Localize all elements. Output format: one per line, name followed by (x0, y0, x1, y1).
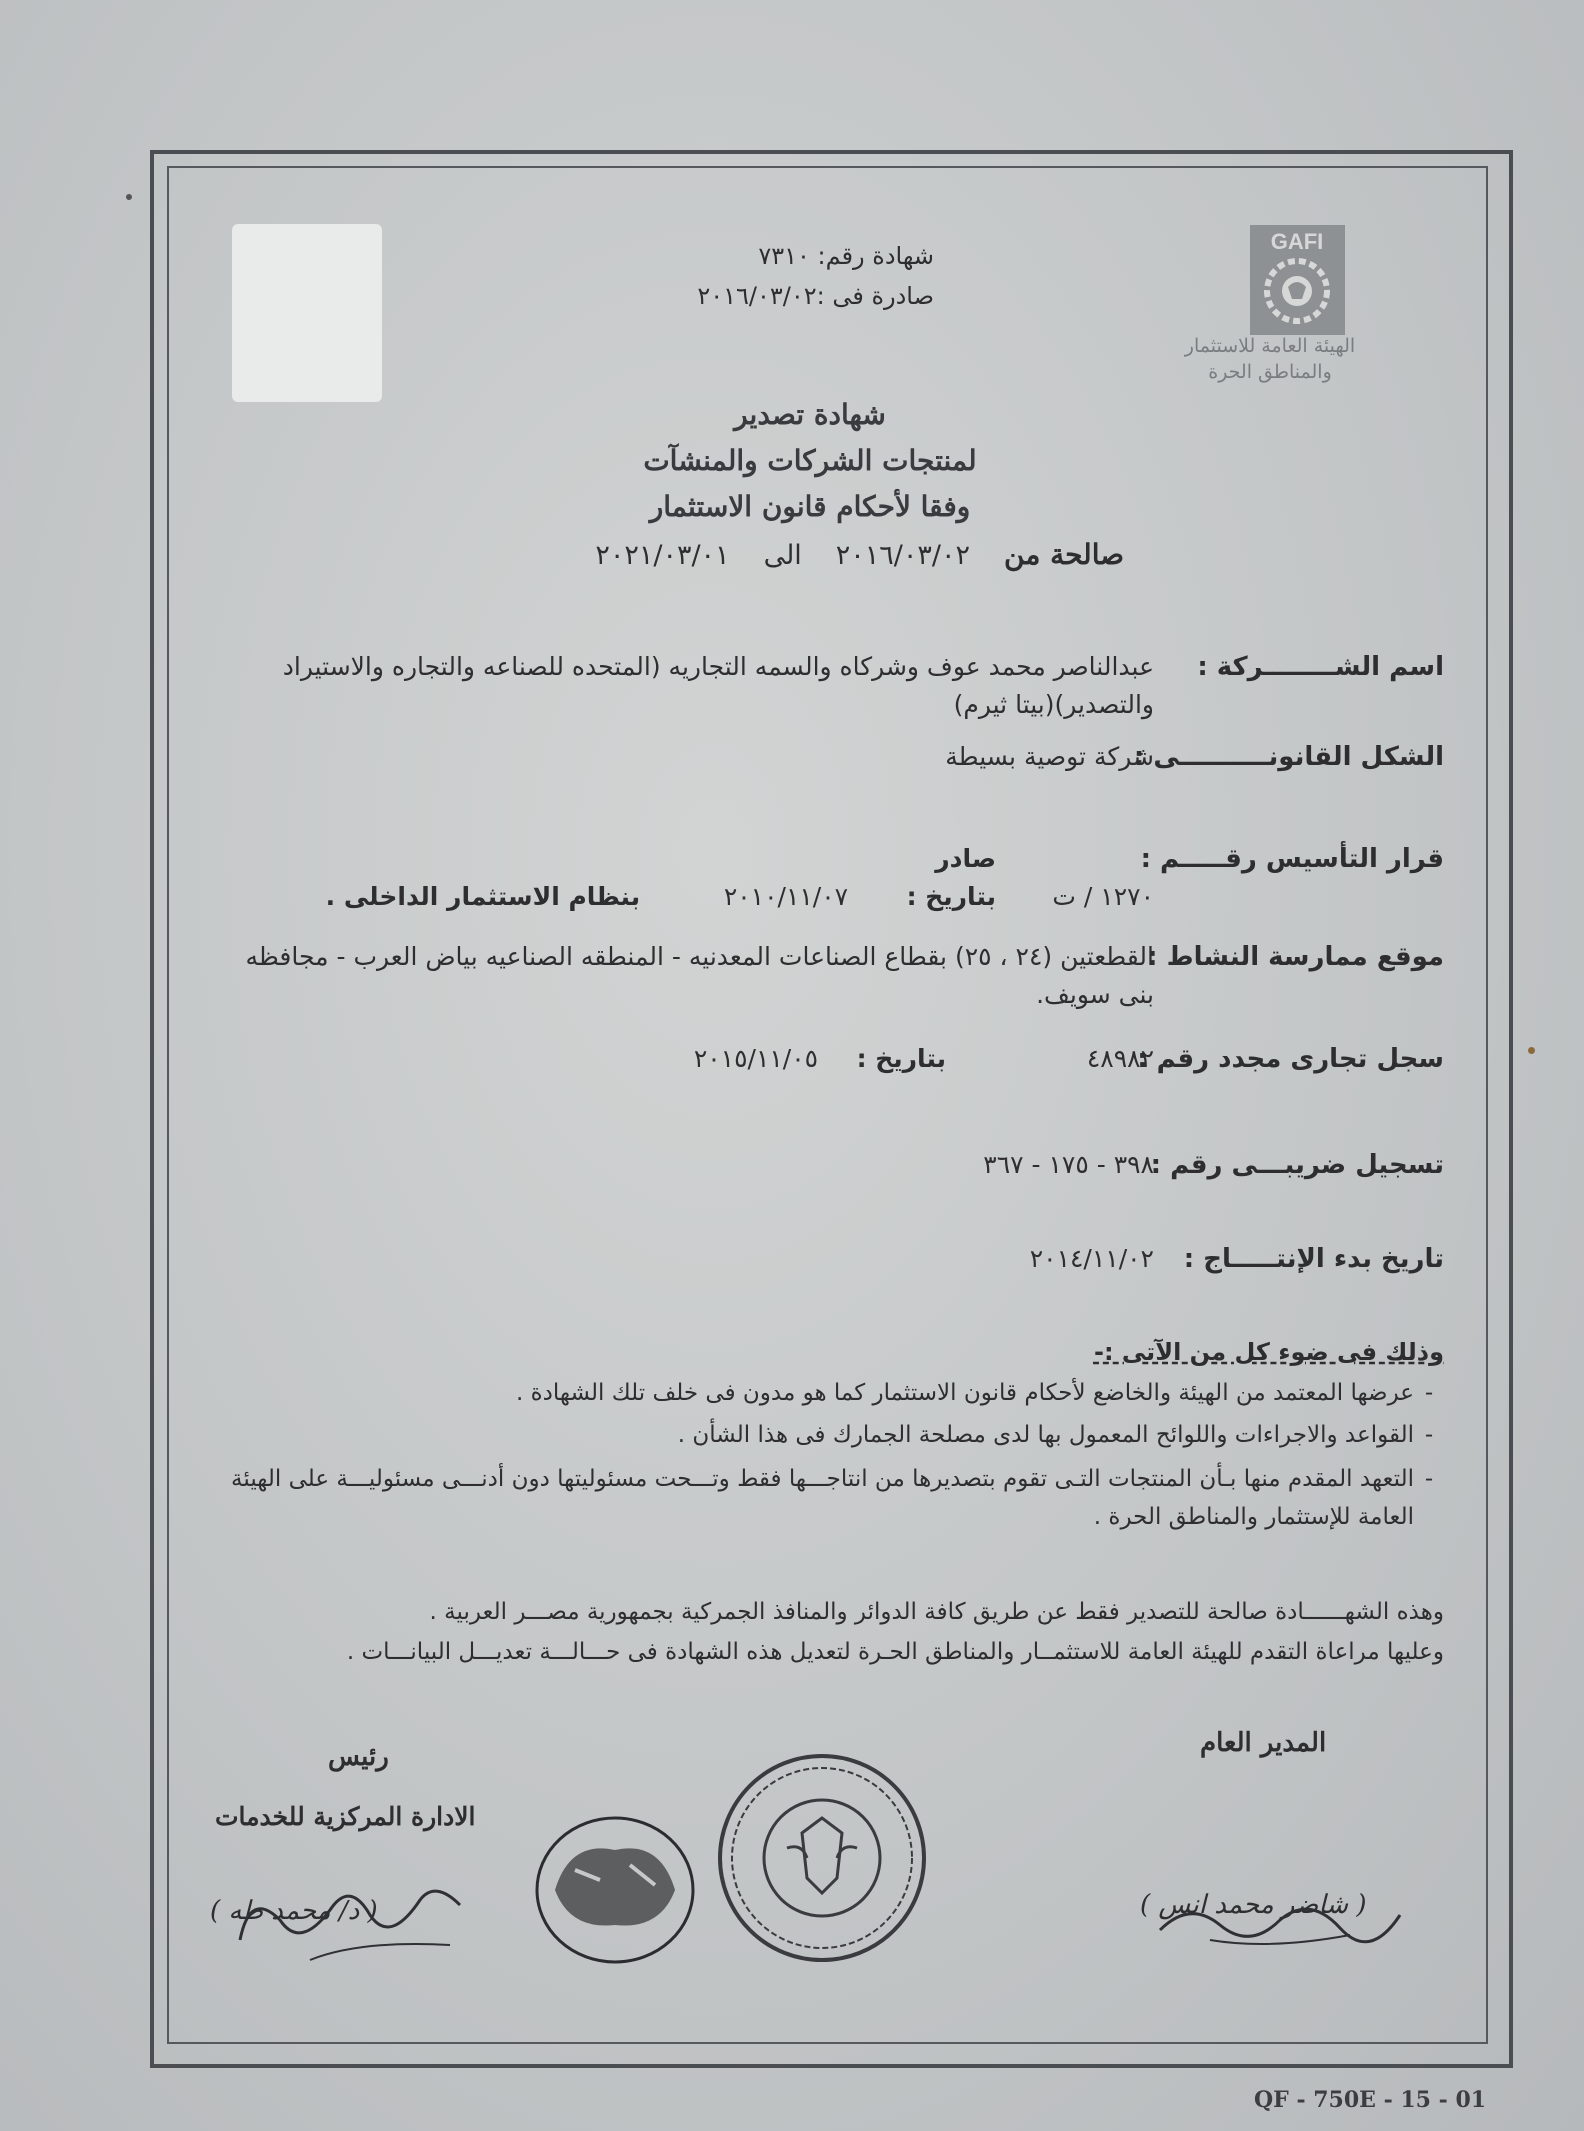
tax-registration-label: تسجيل ضريبـــى رقم : (1150, 1150, 1444, 1180)
production-start-value: ٢٠١٤/١١/٠٢ (1029, 1244, 1154, 1273)
commercial-registry-label: سجل تجارى مجدد رقم : (1137, 1044, 1444, 1074)
condition-item: - التعهد المقدم منها بـأن المنتجات التـى تقوم بتصديرها من انتاجـــها فقط وتـــحت مسئوليتها دون أدنـــى مسئوليـــة على الهيئة العامة للإستثمار والمناطق الحرة . (224, 1460, 1444, 1536)
founding-date-label: صادر بتاريخ : (906, 844, 997, 911)
production-start-row (244, 1240, 1444, 1278)
activity-location-row (244, 938, 1444, 1014)
registry-date-label: بتاريخ : (856, 1044, 947, 1073)
condition-item: - عرضها المعتمد من الهيئة والخاضع لأحكام قانون الاستثمار كما هو مدون فى خلف تلك الشهادة . (224, 1374, 1444, 1412)
validity-to: ٢٠٢١/٠٣/٠١ (595, 540, 730, 571)
certificate-number: شهادة رقم: ٧٣١٠ (758, 242, 934, 270)
registry-number: ٤٨٩٨٢ (1086, 1044, 1154, 1073)
general-manager-signature (1150, 1880, 1410, 1960)
production-start-label: تاريخ بدء الإنتـــــاج : (1183, 1244, 1444, 1274)
gafi-caption-line2: والمناطق الحرة (1208, 361, 1332, 383)
founding-date: ٢٠١٠/١١/٠٧ (723, 882, 849, 911)
conditions-heading: وذلك فى ضوء كل من الآتى :- (1093, 1338, 1444, 1366)
certificate-header (514, 236, 934, 316)
validity-label: صالحة من (1004, 538, 1124, 571)
general-manager-name: ( شاضر محمد انس ) (1140, 1890, 1367, 1920)
gafi-logo-text: GAFI (1270, 229, 1324, 254)
title-line1: شهادة تصدير (734, 398, 886, 431)
gafi-caption-line1: الهيئة العامة للاستثمار (1184, 335, 1356, 357)
founding-number: ١٢٧٠ / ت (1052, 882, 1154, 911)
scan-speck (126, 194, 132, 200)
founding-system: بنظام الاستثمار الداخلى . (325, 882, 641, 911)
tax-registration-row (244, 1146, 1444, 1184)
condition-text: عرضها المعتمد من الهيئة والخاضع لأحكام قانون الاستثمار كما هو مدون فى خلف تلك الشهادة . (515, 1380, 1414, 1406)
company-name-value: عبدالناصر محمد عوف وشركاه والسمه التجاريه (المتحده للصناعه والتجاره والاستيراد والتصدير)(بيتا ثيرم) (282, 652, 1154, 719)
legal-form-value: شركة توصية بسيطة (945, 742, 1154, 771)
gafi-logo-icon (1250, 225, 1345, 335)
legal-form-row (244, 738, 1444, 776)
commercial-registry-value (244, 1040, 1164, 1078)
validity-to-label: الى (763, 540, 802, 571)
official-seal-icon (712, 1748, 932, 1968)
secondary-seal-icon (530, 1810, 700, 1970)
issue-date: صادرة فى :٢٠١٦/٠٣/٠٢ (697, 282, 934, 310)
document-title (520, 392, 1100, 530)
registry-date: ٢٠١٥/١١/٠٥ (693, 1044, 819, 1073)
title-line3: وفقا لأحكام قانون الاستثمار (649, 490, 971, 523)
validity-from: ٢٠١٦/٠٣/٠٢ (835, 540, 971, 571)
condition-item: - القواعد والاجراءات واللوائح المعمول بها لدى مصلحة الجمارك فى هذا الشأن . (224, 1416, 1444, 1454)
condition-text: التعهد المقدم منها بـأن المنتجات التـى تقوم بتصديرها من انتاجـــها فقط وتـــحت مسئوليتها دون أدنـــى مسئوليـــة على الهيئة العامة للإستثمار والمناطق الحرة . (231, 1466, 1414, 1530)
commercial-registry-row (244, 1040, 1444, 1078)
founding-decree-value (244, 840, 1164, 916)
founding-decree-row (244, 840, 1444, 916)
tax-registration-value: ٣٩٨ - ١٧٥ - ٣٦٧ (983, 1150, 1154, 1179)
closing-line1: وهذه الشهــــــادة صالحة للتصدير فقط عن طريق كافة الدوائر والمنافذ الجمركية بجمهورية مصـــر العربية . (429, 1599, 1444, 1625)
photo-placeholder (232, 224, 382, 402)
head-signature (220, 1860, 480, 1980)
company-name-row (244, 648, 1444, 724)
condition-text: القواعد والاجراءات واللوائح المعمول بها لدى مصلحة الجمارك فى هذا الشأن . (677, 1422, 1414, 1448)
central-administration-title: الادارة المركزية للخدمات (215, 1802, 476, 1831)
company-name-label: اسم الشــــــــركة : (1197, 652, 1444, 682)
activity-location-label: موقع ممارسة النشاط : (1147, 942, 1444, 972)
form-code: QF - 750E - 15 - 01 (1254, 2087, 1487, 2113)
legal-form-label: الشكل القانونــــــــــى : (1133, 742, 1444, 772)
conditions-list (224, 1374, 1444, 1536)
activity-location-value: القطعتين (٢٤ ، ٢٥) بقطاع الصناعات المعدنيه - المنطقه الصناعيه بياض العرب - مجافظه بنى سويف. (245, 942, 1154, 1009)
validity-period (384, 538, 1124, 571)
founding-decree-label: قرار التأسيس رقـــــم : (1140, 844, 1444, 874)
scan-speck (1528, 1047, 1535, 1054)
title-line2: لمنتجات الشركات والمنشآت (643, 444, 977, 477)
closing-statement (224, 1592, 1444, 1672)
head-name: ( د/ محمد طه ) (210, 1896, 378, 1926)
gafi-caption (1180, 333, 1360, 385)
general-manager-title: المدير العام (1200, 1728, 1327, 1758)
head-title: رئيس (328, 1742, 389, 1772)
closing-line2: وعليها مراعاة التقدم للهيئة العامة للاستثمــار والمناطق الحـرة لتعديل هذه الشهادة فى حـــالـــة تعديـــل البيانـــات . (346, 1639, 1444, 1665)
